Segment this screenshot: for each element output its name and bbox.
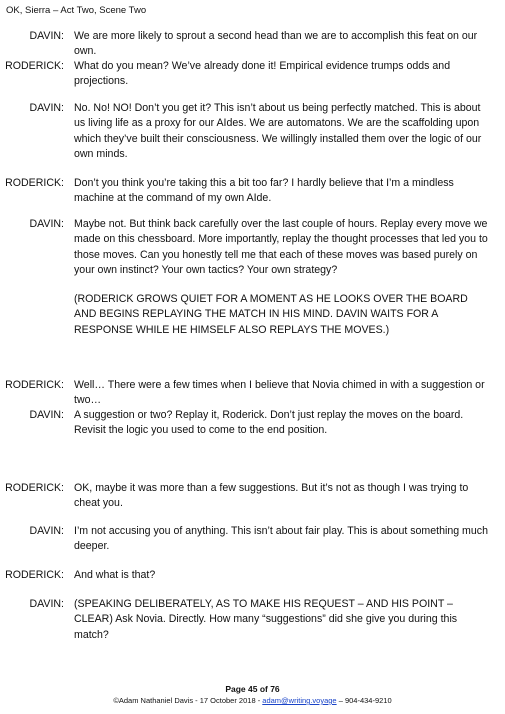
dialogue-text: I’m not accusing you of anything. This isn’t about fair play. This is about something much deeper. xyxy=(74,525,488,553)
footer-credit-line xyxy=(0,695,505,706)
page-header: OK, Sierra – Act Two, Scene Two xyxy=(6,5,147,16)
speaker-name: RODERICK: xyxy=(5,60,64,72)
dialogue-text: We are more likely to sprout a second head than we are to accomplish this feat on our own. xyxy=(74,30,478,58)
stage-direction: (RODERICK GROWS QUIET FOR A MOMENT AS HE LOOKS OVER THE BOARD AND BEGINS REPLAYING THE MATCH IN HIS MIND. DAVIN WAITS FOR A RESPONSE WHILE HE HIMSELF ALSO REPLAYS THE MOVES.) xyxy=(74,293,468,336)
dialogue-text: Well… There were a few times when I believe that Novia chimed in with a suggestion or two… xyxy=(74,379,485,407)
speaker-name: RODERICK: xyxy=(5,482,64,494)
speaker-name: DAVIN: xyxy=(29,30,64,42)
speaker-name: DAVIN: xyxy=(29,218,64,230)
phone-text: – 904-434-9210 xyxy=(336,696,392,705)
speaker-name: DAVIN: xyxy=(29,525,64,537)
speaker-name: RODERICK: xyxy=(5,177,64,189)
dialogue-text: Maybe not. But think back carefully over the last couple of hours. Replay every move we made on this chessboard. More importantly, replay the thought processes that led you to those moves. Can you honestly tell me that each of these moves was based purely on your own instinct? Your own tactics? Your own strategy? xyxy=(74,218,488,276)
speaker-name: DAVIN: xyxy=(29,598,64,610)
page-footer xyxy=(0,684,505,706)
dialogue-text: Don’t you think you’re taking this a bit too far? I hardly believe that I’m a mindless machine at the command of my own AIde. xyxy=(74,177,454,205)
dialogue-text: (SPEAKING DELIBERATELY, AS TO MAKE HIS REQUEST – AND HIS POINT – CLEAR) Ask Novia. Directly. How many “suggestions” did she give you during this match? xyxy=(74,598,458,641)
email-link[interactable]: adam@writing.voyage xyxy=(262,696,337,705)
speaker-name: RODERICK: xyxy=(5,569,64,581)
dialogue-text: And what is that? xyxy=(74,569,156,581)
dialogue-text: OK, maybe it was more than a few suggestions. But it’s not as though I was trying to cheat you. xyxy=(74,482,469,510)
dialogue-text: What do you mean? We’ve already done it! Empirical evidence trumps odds and projections. xyxy=(74,60,451,88)
speaker-name: DAVIN: xyxy=(29,102,64,114)
dialogue-text: No. No! NO! Don’t you get it? This isn’t about us being perfectly matched. This is about us living life as a proxy for our AIdes. We are automatons. We are the scaffolding upon which they’ve built their consciousness. We willingly installed them over the logic of our own minds. xyxy=(74,102,482,160)
dialogue-text: A suggestion or two? Replay it, Roderick. Don’t just replay the moves on the board. Revisit the logic you used to come to the end position. xyxy=(74,409,464,437)
copyright-text: ©Adam Nathaniel Davis - 17 October 2018 - xyxy=(113,696,263,705)
page-number: Page 45 of 76 xyxy=(225,684,280,694)
speaker-name: DAVIN: xyxy=(29,409,64,421)
speaker-name: RODERICK: xyxy=(5,379,64,391)
